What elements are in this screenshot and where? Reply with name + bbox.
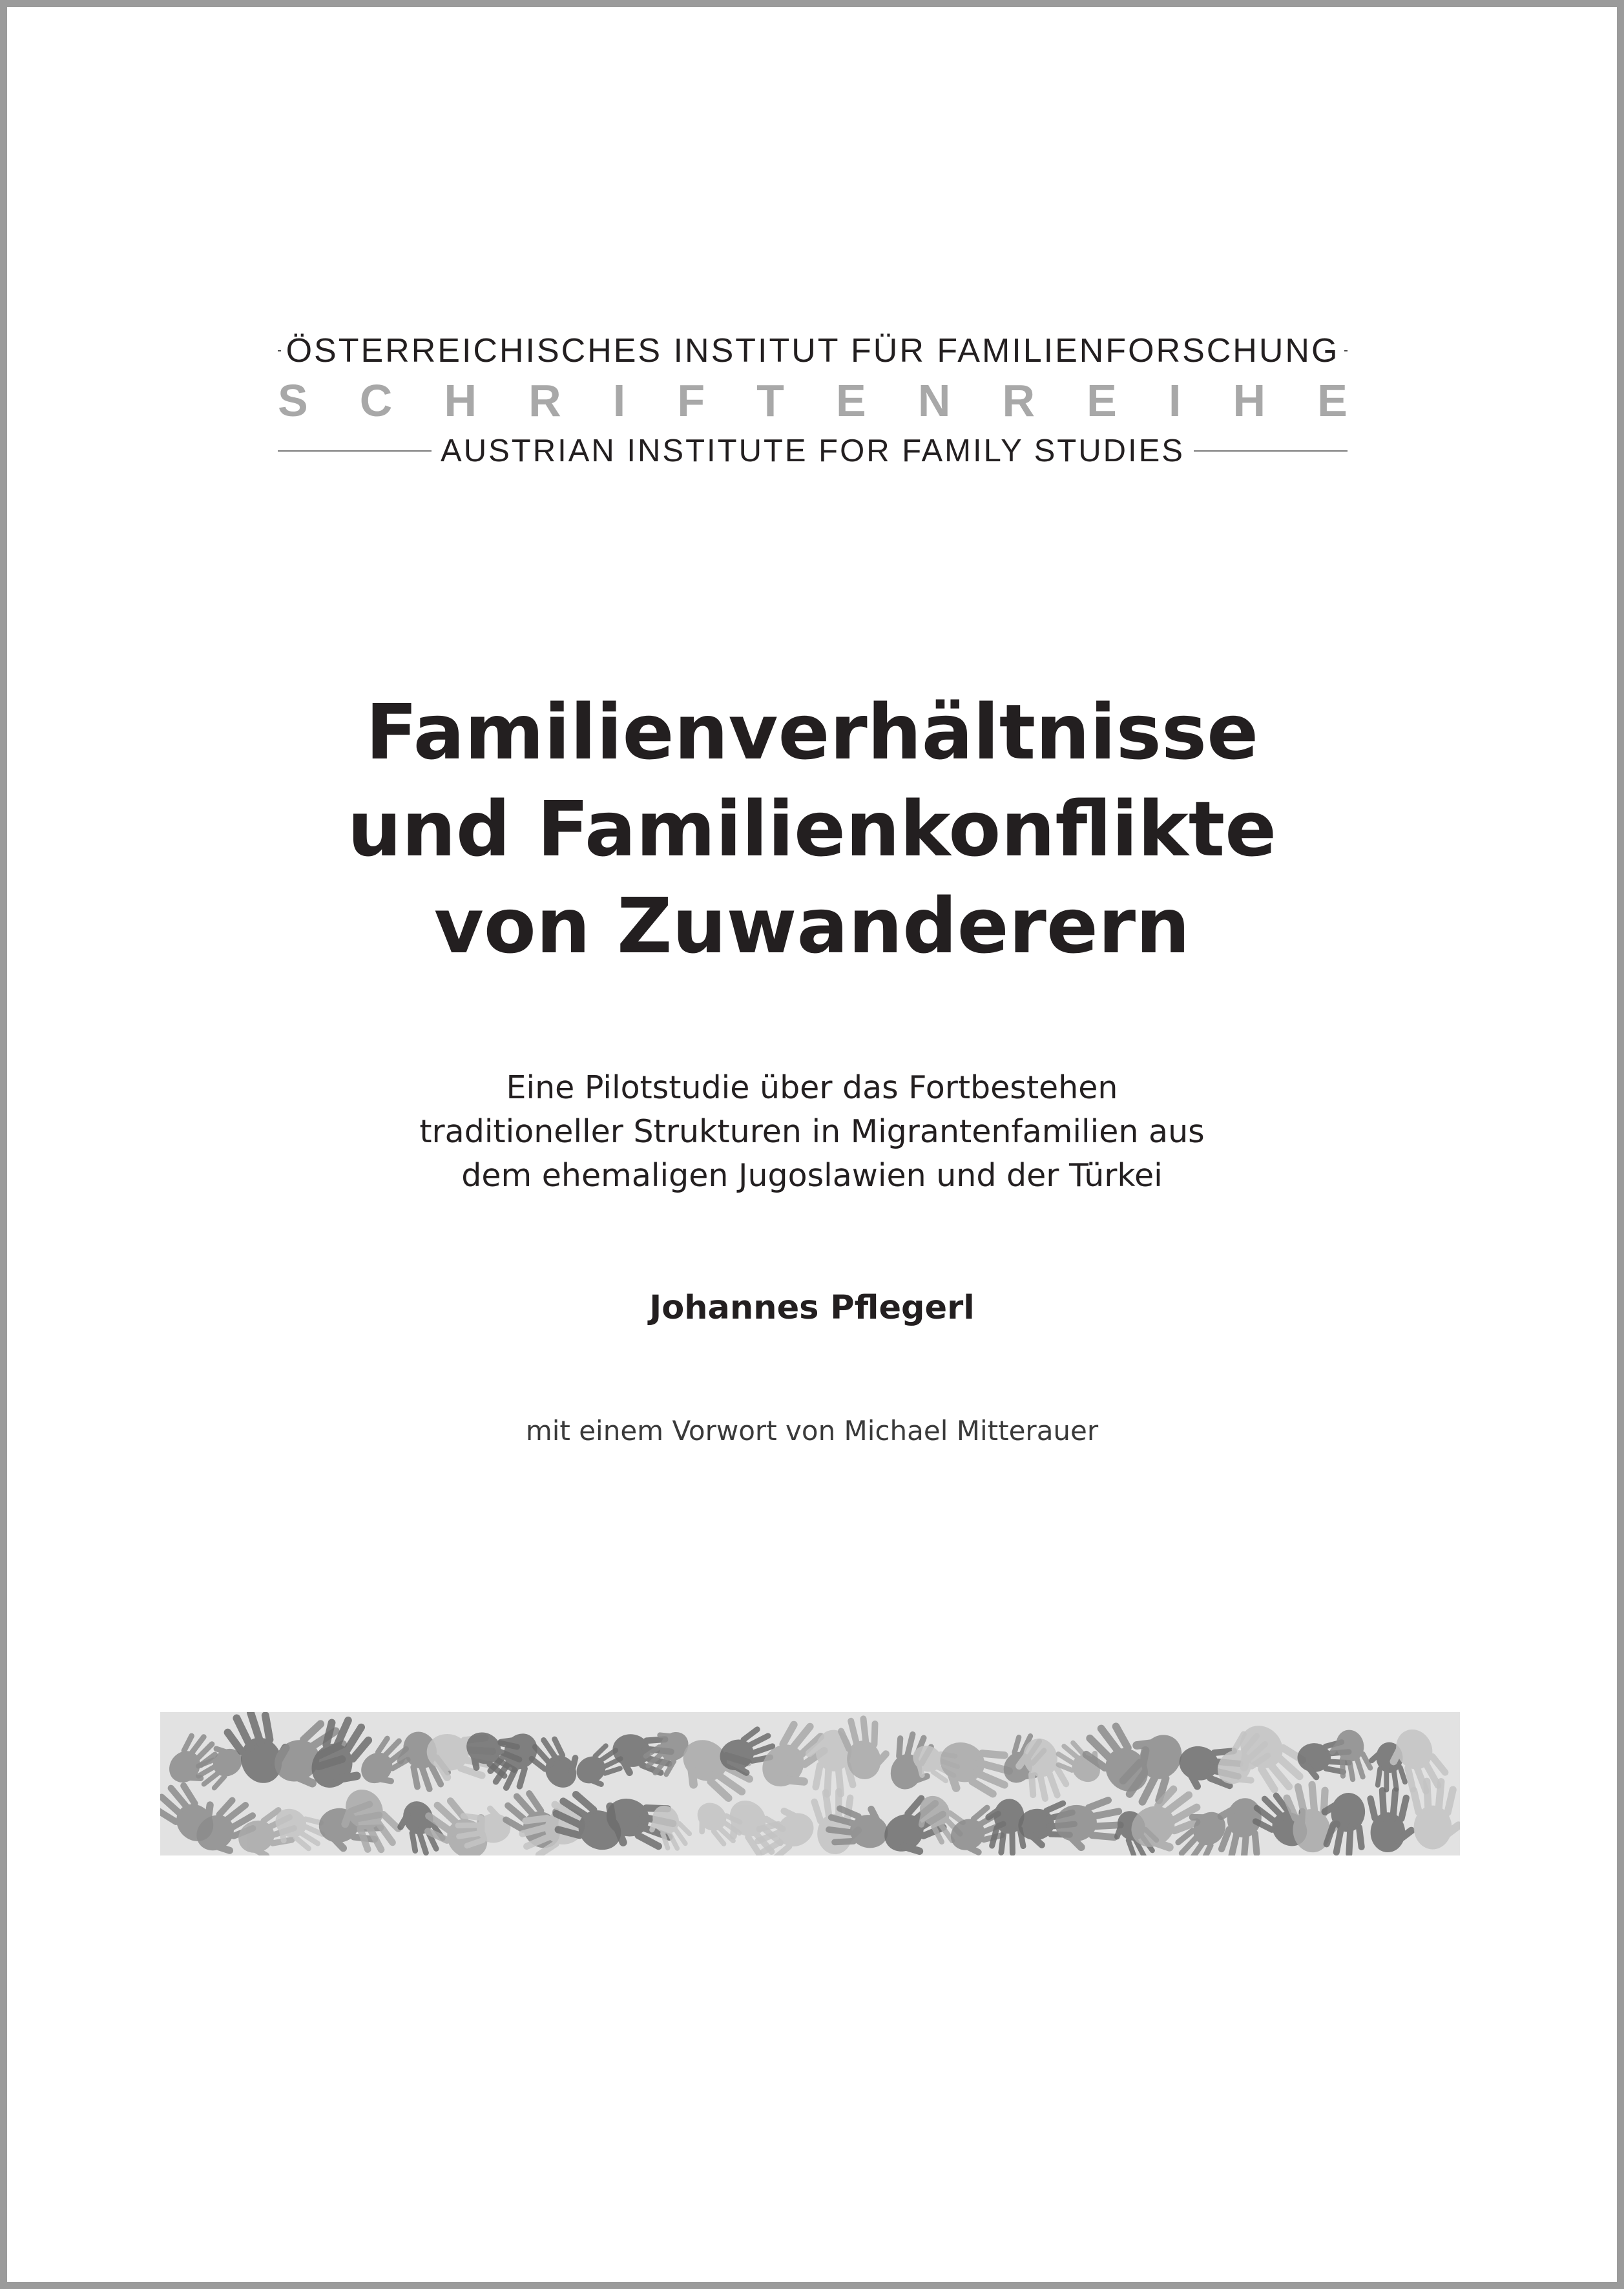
series-label-letter: I — [1168, 375, 1182, 426]
hands-pattern-icon — [160, 1712, 1460, 1855]
title-line: und Familienkonflikte — [347, 784, 1277, 873]
hand-shape — [1366, 1786, 1417, 1853]
series-label-letter: R — [528, 375, 561, 426]
institute-name-german: ÖSTERREICHISCHES INSTITUT FÜR FAMILIENFORSCHUNG — [286, 332, 1340, 370]
rule-left — [278, 450, 432, 452]
series-label-letter: H — [1233, 375, 1266, 426]
title-line: Familienverhältnisse — [365, 687, 1259, 777]
subtitle-line: Eine Pilotstudie über das Fortbestehen — [506, 1069, 1118, 1106]
rule-right — [1194, 450, 1348, 452]
hand-shape — [1408, 1777, 1460, 1850]
institute-name-german-line — [278, 328, 1348, 373]
subtitle-line: dem ehemaligen Jugoslawien und der Türkei — [461, 1157, 1163, 1194]
institute-name-english-line — [278, 430, 1348, 472]
author-name: Johannes Pflegerl — [649, 1289, 975, 1327]
series-label-letter: E — [836, 375, 866, 426]
series-label-letter: F — [677, 375, 705, 426]
series-label-letter: S — [278, 375, 308, 426]
foreword-credit: mit einem Vorwort von Michael Mitterauer — [525, 1415, 1099, 1447]
series-label-letter: I — [612, 375, 626, 426]
series-label-letter: E — [1087, 375, 1117, 426]
series-label-letter: H — [444, 375, 477, 426]
book-subtitle — [0, 1066, 1624, 1198]
hand-shape — [1324, 1726, 1376, 1786]
series-label-letter: T — [756, 375, 784, 426]
institute-name-english: AUSTRIAN INSTITUTE FOR FAMILY STUDIES — [441, 434, 1185, 468]
hand-shape — [523, 1726, 590, 1796]
book-title — [0, 684, 1624, 974]
series-label-letter: C — [359, 375, 393, 426]
series-label — [278, 375, 1348, 426]
series-label-letter: R — [1002, 375, 1036, 426]
series-label-letter: E — [1317, 375, 1348, 426]
series-header — [278, 328, 1348, 470]
rule-right — [1344, 350, 1348, 351]
title-line: von Zuwanderern — [433, 881, 1191, 970]
hands-pattern-graphic — [160, 1712, 1460, 1855]
series-label-letter: N — [917, 375, 951, 426]
subtitle-line: traditioneller Strukturen in Migrantenfamilien aus — [419, 1113, 1205, 1150]
